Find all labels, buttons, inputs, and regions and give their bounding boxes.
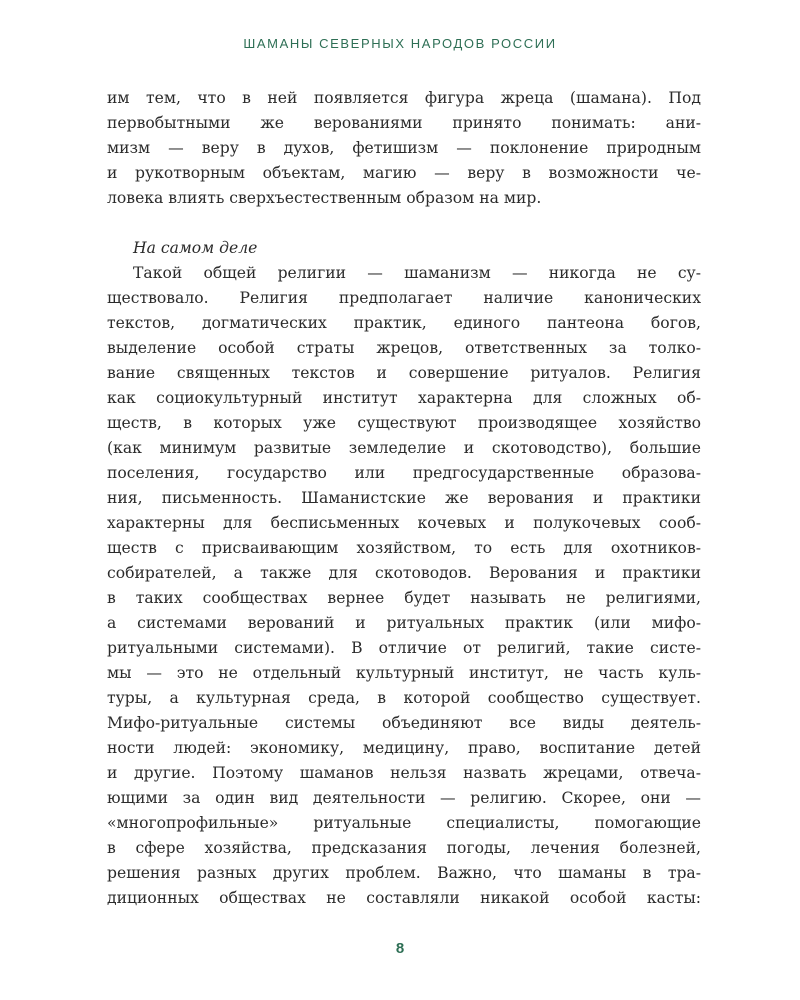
text-line: как социокультурный институт характерна для сложных об- <box>107 389 701 407</box>
text-line: решения разных других проблем. Важно, что шаманы в тра- <box>107 864 701 882</box>
text-line: туры, а культурная среда, в которой сообщество существует. <box>107 689 701 707</box>
text-line: диционных обществах не составляли никакой особой касты: <box>107 889 701 907</box>
paragraph-1 <box>107 86 701 211</box>
text-line: мизм — веру в духов, фетишизм — поклонение природным <box>107 139 701 157</box>
text-line: в таких сообществах вернее будет называть не религиями, <box>107 589 701 607</box>
text-line: собирателей, а также для скотоводов. Верования и практики <box>107 564 701 582</box>
text-line: ния, письменность. Шаманистские же верования и практики <box>107 489 701 507</box>
text-line: и другие. Поэтому шаманов нельзя назвать жрецами, отвеча- <box>107 764 701 782</box>
text-line: поселения, государство или предгосударственные образова- <box>107 464 701 482</box>
text-line: мы — это не отдельный культурный институт, не часть куль- <box>107 664 701 682</box>
text-line: первобытными же верованиями принято понимать: ани- <box>107 114 701 132</box>
text-line: вание священных текстов и совершение ритуалов. Религия <box>107 364 701 382</box>
text-line: ществ с присваивающим хозяйством, то есть для охотников- <box>107 539 701 557</box>
text-line: характерны для бесписьменных кочевых и полукочевых сооб- <box>107 514 701 532</box>
text-line: (как минимум развитые земледелие и скотоводство), большие <box>107 439 701 457</box>
text-line: Мифо-ритуальные системы объединяют все виды деятель- <box>107 714 701 732</box>
text-line: ности людей: экономику, медицину, право, воспитание детей <box>107 739 701 757</box>
subheading: На самом деле <box>133 239 258 257</box>
text-line: им тем, что в ней появляется фигура жреца (шамана). Под <box>107 89 701 107</box>
text-line: ритуальными системами). В отличие от религий, такие систе- <box>107 639 701 657</box>
text-line: ющими за один вид деятельности — религию. Скорее, они — <box>107 789 701 807</box>
page-number: 8 <box>395 940 405 957</box>
body-text <box>107 86 701 911</box>
text-line: ловека влиять сверхъестественным образом на мир. <box>107 189 542 207</box>
text-line: текстов, догматических практик, единого пантеона богов, <box>107 314 701 332</box>
text-line: «многопрофильные» ритуальные специалисты, помогающие <box>107 814 701 832</box>
text-line: и рукотворным объектам, магию — веру в возможности че- <box>107 164 701 182</box>
text-line: Такой общей религии — шаманизм — никогда не су- <box>133 264 701 282</box>
running-header: ШАМАНЫ СЕВЕРНЫХ НАРОДОВ РОССИИ <box>243 36 557 51</box>
text-line: а системами верований и ритуальных практик (или мифо- <box>107 614 701 632</box>
paragraph-2 <box>107 261 701 911</box>
text-line: в сфере хозяйства, предсказания погоды, лечения болезней, <box>107 839 701 857</box>
text-line: выделение особой страты жрецов, ответственных за толко- <box>107 339 701 357</box>
paragraph-gap <box>107 211 701 236</box>
text-line: ществ, в которых уже существуют производящее хозяйство <box>107 414 701 432</box>
text-line: ществовало. Религия предполагает наличие канонических <box>107 289 701 307</box>
